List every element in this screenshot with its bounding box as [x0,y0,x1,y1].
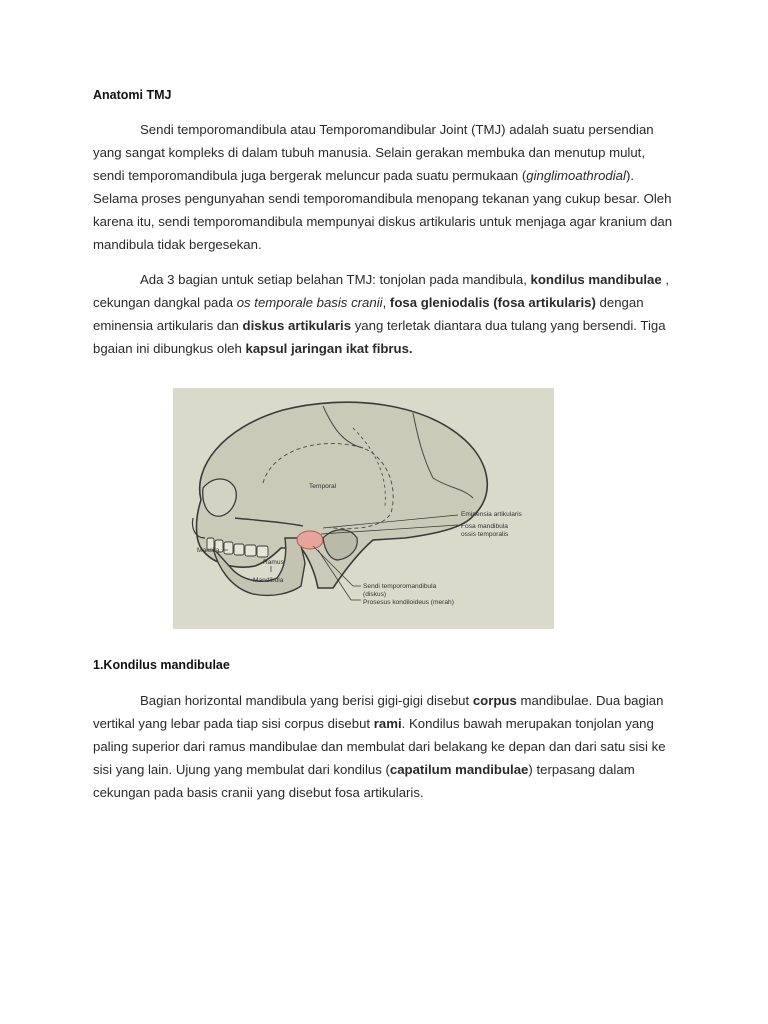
bold-term: capatilum mandibulae [389,762,529,777]
label-eminensia: Eminensia artikularis [461,511,522,518]
label-temporal: Temporal [309,483,337,490]
condyle-highlight [297,531,323,549]
skull-tmj-figure [173,388,554,629]
text-run: ) terpasang dalam cekungan pada basis cranii yang disebut fosa artikularis. [93,762,635,800]
italic-term: os temporale basis cranii [236,295,383,310]
paragraph-tmj-definition [93,118,677,256]
label-sendi-temporomandibula: Sendi temporomandibula [363,583,437,590]
text-run: mandibulae. Dua bagian vertikal yang lebar pada tiap sisi corpus disebut [93,693,664,731]
text-run: Sendi temporomandibula atau Temporomandibular Joint (TMJ) adalah suatu persendian yang sangat kompleks di dalam tubuh manusia. Selain gerakan membuka dan menutup mulut, sendi temporomandibula juga bergerak meluncur pada suatu permukaan ( [93,122,654,183]
label-ramus: Ramus [263,559,284,566]
bold-term: kondilus mandibulae [530,272,662,287]
bold-term: diskus artikularis [242,318,352,333]
label-diskus: (diskus) [363,591,387,598]
text-run: Ada 3 bagian untuk setiap belahan TMJ: tonjolan pada mandibula, [140,272,531,287]
label-maksila: Maksila [197,547,220,554]
label-fosa-mandibula: Fosa mandibula [461,523,508,530]
italic-term: ginglimoathrodial [526,168,626,183]
text-run: dengan eminensia artikularis dan [93,295,644,333]
label-prosesus: Prosesus kondiloideus (merah) [363,599,454,606]
text-run: Bagian horizontal mandibula yang berisi gigi-gigi disebut [140,693,473,708]
label-ossis-temporalis: ossis temporalis [461,531,509,538]
paragraph-tmj-parts [93,268,677,360]
section-heading-kondilus: 1.Kondilus mandibulae [93,658,230,672]
text-run: , cekungan dangkal pada [93,272,670,310]
document-title: Anatomi TMJ [93,88,172,102]
label-mandibula: Mandibula [253,577,284,584]
text-run: ). Selama proses pengunyahan sendi temporomandibula menopang tekanan yang cukup besar. Oleh karena itu, sendi temporomandibula mempunyai diskus artikularis untuk menjaga agar kranium dan mandibula tidak bergesekan. [93,168,673,252]
text-run: , [382,295,390,310]
bold-term: kapsul jaringan ikat fibrus. [245,341,413,356]
skull-illustration [173,388,554,629]
paragraph-kondilus [93,689,677,804]
text-run: yang terletak diantara dua tulang yang bersendi. Tiga bgaian ini dibungkus oleh [93,318,666,356]
bold-term: rami [373,716,402,731]
text-run: . Kondilus bawah merupakan tonjolan yang paling superior dari ramus mandibulae dan membulat dari belakang ke depan dan dari satu sisi ke sisi yang lain. Ujung yang membulat dari kondilus ( [93,716,666,777]
bold-term: corpus [472,693,517,708]
bold-term: fosa gleniodalis (fosa artikularis) [389,295,596,310]
